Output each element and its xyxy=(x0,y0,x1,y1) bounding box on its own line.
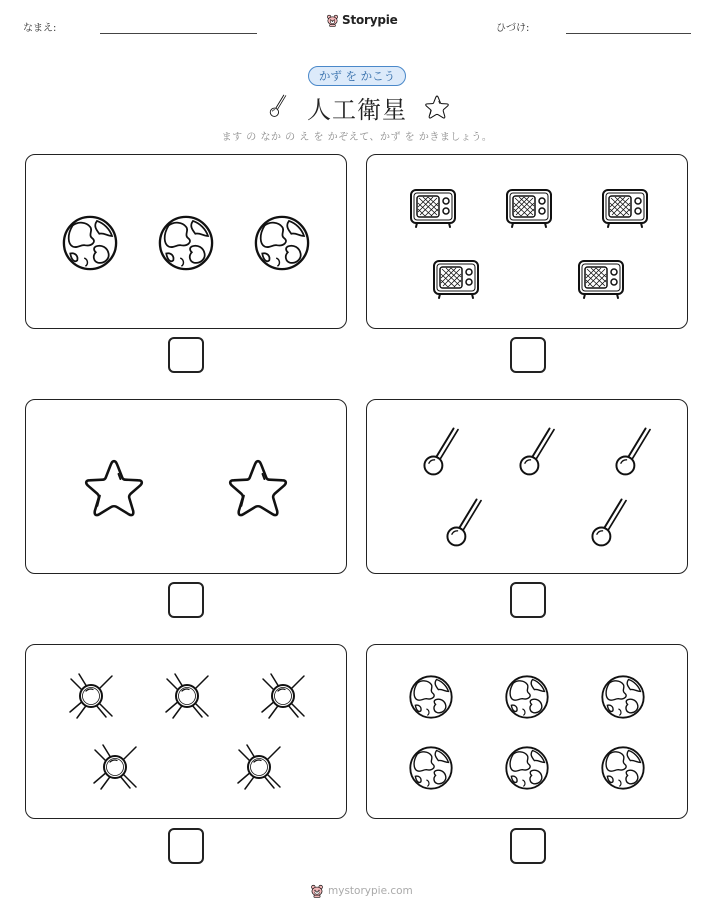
earth-icon xyxy=(256,217,308,269)
date-label: ひづけ: xyxy=(496,23,530,34)
count-panel-5 xyxy=(25,644,347,819)
star-icon xyxy=(86,461,142,515)
topic-badge: かず を かこう xyxy=(308,66,406,86)
answer-box-5[interactable] xyxy=(168,828,204,864)
star-icon xyxy=(423,94,451,120)
satellite-icon xyxy=(94,745,136,789)
answer-box-3[interactable] xyxy=(168,582,204,618)
count-panel-4 xyxy=(366,399,688,574)
satellite-icon xyxy=(238,745,280,789)
satellite-icon xyxy=(262,674,304,718)
date-field[interactable] xyxy=(566,33,691,34)
answer-box-1[interactable] xyxy=(168,337,204,373)
instruction-text: ます の なか の え を かぞえて、かず を かきましょう。 xyxy=(221,132,493,143)
meteor-icon xyxy=(264,91,290,121)
footer xyxy=(310,884,413,898)
brand-logo xyxy=(326,13,398,27)
meteor-icon xyxy=(447,499,481,545)
title-row xyxy=(0,88,714,124)
name-field[interactable] xyxy=(100,33,257,34)
meteor-icon xyxy=(592,499,626,545)
earth-icon xyxy=(602,747,643,788)
answer-box-2[interactable] xyxy=(510,337,546,373)
bear-mascot-icon xyxy=(326,14,339,27)
earth-icon xyxy=(506,676,547,717)
earth-icon xyxy=(410,747,451,788)
meteor-icon xyxy=(424,428,458,474)
earth-icon xyxy=(160,217,212,269)
answer-box-4[interactable] xyxy=(510,582,546,618)
footer-url[interactable]: mystorypie.com xyxy=(328,885,413,897)
answer-box-6[interactable] xyxy=(510,828,546,864)
earth-icon xyxy=(410,676,451,717)
retro-tv-icon xyxy=(411,190,455,227)
brand-name: Storypie xyxy=(342,13,398,27)
earth-icon xyxy=(506,747,547,788)
count-panel-1 xyxy=(25,154,347,329)
page-title: 人工衛星 xyxy=(307,96,407,124)
retro-tv-icon xyxy=(579,261,623,298)
count-panel-2 xyxy=(366,154,688,329)
bear-mascot-icon xyxy=(310,884,324,898)
count-panel-3 xyxy=(25,399,347,574)
meteor-icon xyxy=(520,428,554,474)
satellite-icon xyxy=(70,674,112,718)
earth-icon xyxy=(64,217,116,269)
count-panel-6 xyxy=(366,644,688,819)
retro-tv-icon xyxy=(434,261,478,298)
retro-tv-icon xyxy=(507,190,551,227)
name-label: なまえ: xyxy=(23,23,57,34)
earth-icon xyxy=(602,676,643,717)
retro-tv-icon xyxy=(603,190,647,227)
meteor-icon xyxy=(616,428,650,474)
satellite-icon xyxy=(166,674,208,718)
star-icon xyxy=(230,461,286,515)
